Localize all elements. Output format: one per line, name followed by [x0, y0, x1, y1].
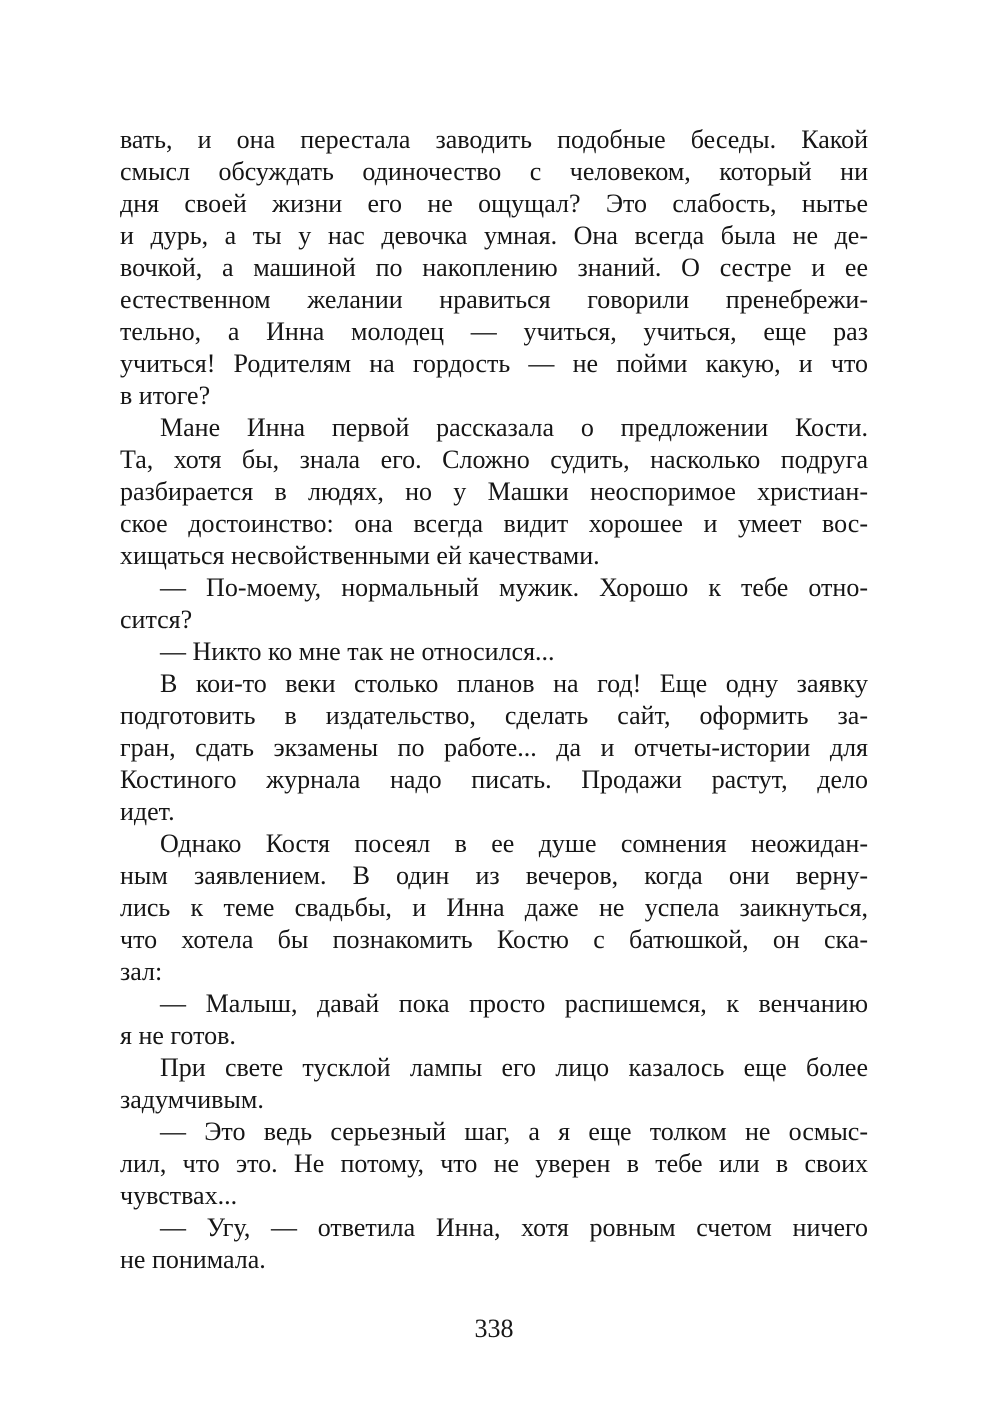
paragraph	[120, 636, 868, 668]
text-line: идет.	[120, 797, 175, 826]
text-line: вать, и она перестала заводить подобные беседы. Какой	[120, 125, 868, 154]
text-line: хищаться несвойственными ей качествами.	[120, 541, 600, 570]
paragraph	[120, 1052, 868, 1116]
paragraph	[120, 1212, 868, 1276]
paragraph	[120, 828, 868, 988]
text-line: тельно, а Инна молодец — учиться, учиться, еще раз	[120, 317, 868, 346]
text-line: естественном желании нравиться говорили пренебрежи-	[120, 285, 868, 314]
text-line: лись к теме свадьбы, и Инна даже не успела заикнуться,	[120, 893, 868, 922]
text-line: и дурь, а ты у нас девочка умная. Она всегда была не де-	[120, 221, 868, 250]
text-line: вочкой, а машиной по накоплению знаний. О сестре и ее	[120, 253, 868, 282]
text-line: В кои-то веки столько планов на год! Еще одну заявку	[160, 669, 868, 698]
text-column	[120, 124, 868, 1276]
paragraph	[120, 988, 868, 1052]
paragraph	[120, 124, 868, 412]
text-line: Костиного журнала надо писать. Продажи растут, дело	[120, 765, 868, 794]
paragraph	[120, 412, 868, 572]
paragraph	[120, 668, 868, 828]
text-line: ское достоинство: она всегда видит хорошее и умеет вос-	[120, 509, 868, 538]
text-line: смысл обсуждать одиночество с человеком, который ни	[120, 157, 868, 186]
text-line: — Угу, — ответила Инна, хотя ровным счетом ничего	[160, 1213, 868, 1242]
text-line: — Никто ко мне так не относился...	[160, 637, 555, 666]
text-line: Мане Инна первой рассказала о предложении Кости.	[160, 413, 868, 442]
text-line: разбирается в людях, но у Машки неоспоримое христиан-	[120, 477, 868, 506]
text-line: — Малыш, давай пока просто распишемся, к венчанию	[160, 989, 868, 1018]
text-line: Однако Костя посеял в ее душе сомнения неожидан-	[160, 829, 868, 858]
text-line: дня своей жизни его не ощущал? Это слабость, нытье	[120, 189, 868, 218]
text-line: ным заявлением. В один из вечеров, когда они верну-	[120, 861, 868, 890]
text-line: задумчивым.	[120, 1085, 264, 1114]
text-line: чувствах...	[120, 1181, 238, 1210]
text-line: подготовить в издательство, сделать сайт, оформить за-	[120, 701, 868, 730]
text-line: — Это ведь серьезный шаг, а я еще толком не осмыс-	[160, 1117, 868, 1146]
text-line: зал:	[120, 957, 163, 986]
paragraph	[120, 1116, 868, 1212]
text-line: гран, сдать экзамены по работе... да и отчеты-истории для	[120, 733, 868, 762]
text-line: что хотела бы познакомить Костю с батюшкой, он ска-	[120, 925, 868, 954]
text-line: сится?	[120, 605, 193, 634]
page-number: 338	[474, 1314, 514, 1343]
text-line: — По-моему, нормальный мужик. Хорошо к тебе отно-	[160, 573, 868, 602]
text-line: учиться! Родителям на гордость — не пойми какую, и что	[120, 349, 868, 378]
text-line: я не готов.	[120, 1021, 236, 1050]
text-line: Та, хотя бы, знала его. Сложно судить, насколько подруга	[120, 445, 868, 474]
text-line: не понимала.	[120, 1245, 266, 1274]
paragraph	[120, 572, 868, 636]
text-line: лил, что это. Не потому, что не уверен в тебе или в своих	[120, 1149, 868, 1178]
text-line: При свете тусклой лампы его лицо казалось еще более	[160, 1053, 868, 1082]
text-line: в итоге?	[120, 381, 211, 410]
